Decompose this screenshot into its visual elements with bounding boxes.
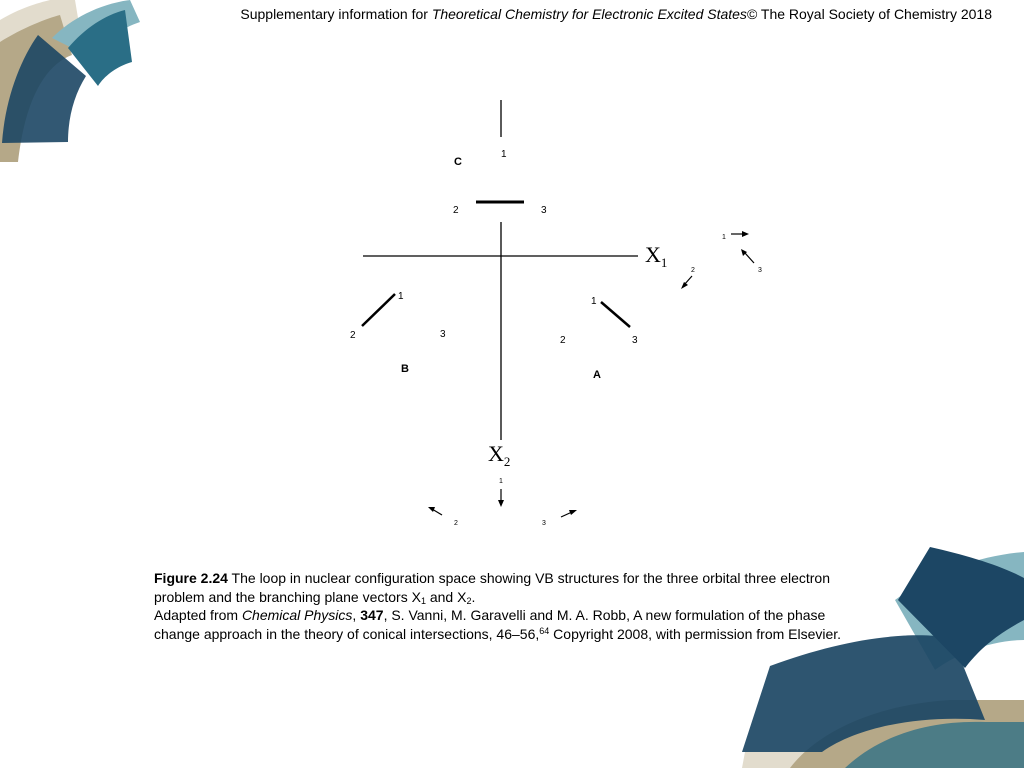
vec-x1-num3: 3 bbox=[758, 267, 762, 274]
structure-c-label: C bbox=[454, 156, 462, 168]
vec-x1-arrow3 bbox=[745, 253, 754, 263]
axes bbox=[363, 222, 667, 469]
vec-x1-num2: 2 bbox=[691, 267, 695, 274]
figure-caption bbox=[154, 569, 874, 643]
caption-copyright: Copyright 2008, with permission from Elsevier. bbox=[549, 625, 842, 642]
vector-x2-diagram bbox=[428, 478, 577, 527]
header-prefix: Supplementary information for bbox=[240, 6, 428, 22]
structure-c-num3: 3 bbox=[541, 205, 547, 216]
vec-x2-num3: 3 bbox=[542, 520, 546, 527]
caption-ref: 64 bbox=[539, 625, 550, 636]
caption-sep: , bbox=[352, 607, 361, 623]
structure-c-num1: 1 bbox=[501, 149, 507, 160]
structure-a-num2: 2 bbox=[560, 335, 566, 346]
vector-x1-diagram bbox=[681, 231, 762, 289]
header-book-title: Theoretical Chemistry for Electronic Excited States bbox=[431, 6, 747, 22]
structure-b-num2: 2 bbox=[350, 330, 356, 341]
figure-label: Figure 2.24 bbox=[154, 570, 228, 586]
vec-x2-arrowhead3 bbox=[569, 510, 577, 515]
structure-c bbox=[453, 100, 547, 216]
structure-b-num1: 1 bbox=[398, 291, 404, 302]
caption-sub1: 1 bbox=[420, 595, 426, 606]
caption-end: . bbox=[471, 588, 476, 605]
caption-sub2: 2 bbox=[466, 595, 472, 606]
vec-x2-num1: 1 bbox=[499, 478, 503, 485]
vec-x1-num1: 1 bbox=[722, 234, 726, 241]
caption-journal: Chemical Physics bbox=[241, 607, 353, 623]
structure-a-num3: 3 bbox=[632, 335, 638, 346]
caption-adapted: Adapted from bbox=[154, 607, 242, 623]
structure-b-num3: 3 bbox=[440, 329, 446, 340]
structure-b bbox=[350, 291, 446, 375]
vec-x2-arrowhead2 bbox=[428, 507, 435, 512]
caption-authors: , S. Vanni, M. Garavelli and M. A. Robb, A new formulation of the phase change approach in the theory of conical intersections, 46–56, bbox=[154, 607, 826, 642]
axis-x2-label: $X_2$ bbox=[488, 441, 511, 469]
vec-x2-num2: 2 bbox=[454, 520, 458, 527]
vec-x1-arrowhead1 bbox=[742, 231, 749, 237]
vec-x1-arrowhead2 bbox=[681, 282, 688, 289]
axis-x1-label: $X_1$ bbox=[645, 242, 668, 270]
structure-b-bond bbox=[362, 294, 395, 326]
caption-and: and X bbox=[425, 588, 467, 605]
caption-text: The loop in nuclear configuration space showing VB structures for the three orbital three electron problem and the branching plane vectors X bbox=[154, 570, 831, 605]
structure-c-num2: 2 bbox=[453, 205, 459, 216]
structure-a-bond bbox=[601, 302, 630, 327]
header-suffix: © The Royal Society of Chemistry 2018 bbox=[746, 6, 992, 22]
structure-a-num1: 1 bbox=[591, 296, 597, 307]
caption-volume: 347 bbox=[360, 607, 384, 623]
structure-a-label: A bbox=[593, 369, 601, 381]
structure-a bbox=[560, 296, 638, 381]
vec-x2-arrowhead1 bbox=[498, 500, 504, 507]
structure-b-label: B bbox=[401, 363, 409, 375]
